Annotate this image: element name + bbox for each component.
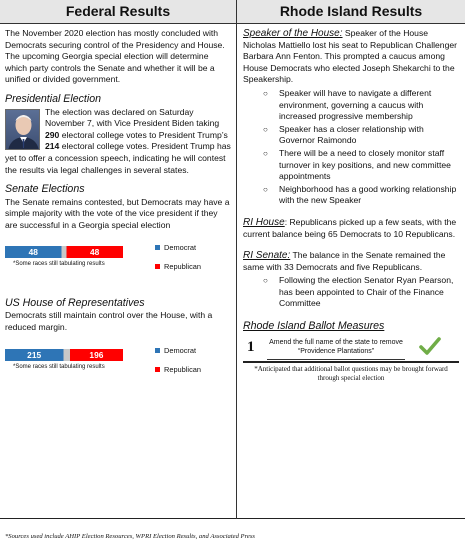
biden-portrait-image <box>5 109 40 150</box>
ballot-measure-row <box>243 336 459 363</box>
ri-senate-label: RI Senate: <box>243 250 291 262</box>
ri-senate-bullet <box>243 275 459 310</box>
democrat-swatch <box>155 348 160 353</box>
senate-elections-title: Senate Elections <box>5 183 85 196</box>
bullet-marker-icon: ○ <box>263 184 268 194</box>
speaker-bullet-text: Speaker has a closer relationship with Governor Raimondo <box>279 123 424 146</box>
senate-legend <box>155 243 201 281</box>
speaker-bullet-list <box>243 88 459 207</box>
speaker-bullet-text: There will be a need to closely monitor staff turnover in key positions, and new committee appointments <box>279 147 451 182</box>
house-chart-note: *Some races still tabulating results <box>13 364 105 371</box>
ri-house-paragraph: RI House: Republicans picked up a few seats, with the current balance being 65 Democrats to 10 Republicans. <box>243 216 457 239</box>
bar-democrat-label: 48 <box>28 246 38 257</box>
house-legend <box>155 346 201 384</box>
presidential-text: The election was declared on Saturday November 7, with Vice President Biden taking 290 electoral college votes to President Trump’s 214 electoral college votes. President Trump has yet to offer a concession speech, indicating he will contest the results via legal challenges in several states. <box>5 106 231 175</box>
bullet-marker-icon: ○ <box>263 148 268 158</box>
republican-swatch <box>155 264 160 269</box>
ri-senate-paragraph: RI Senate: The balance in the Senate remained the same with 33 Democrats and five Republicans. <box>243 250 446 272</box>
senate-bar-chart <box>5 246 123 258</box>
federal-results-heading: Federal Results <box>65 3 171 19</box>
speaker-paragraph: Speaker of the House: Speaker of the House Nicholas Mattiello lost his seat to Republican Challenger Barbara Ann Fenton. This prompted a caucus among House Democrats who elected Joseph Shekarchi to the Speakership. <box>243 28 458 85</box>
rhode-island-column <box>243 28 459 383</box>
us-house-text: Democrats still maintain control over the House, with a reduced margin. <box>5 310 213 332</box>
federal-intro: The November 2020 election has mostly concluded with Democrats securing control of the Presidency and House. The upcoming Georgia special election will determine which party controls the Senate and whether it will be a unified or divided government. <box>5 28 225 85</box>
speaker-bullet-text: Speaker will have to navigate a different environment, governing a caucus with increased progressive membership <box>279 87 432 122</box>
legend-item-democrat: Democrat <box>155 243 201 252</box>
bullet-marker-icon: ○ <box>263 124 268 134</box>
ballot-measure-text: Amend the full name of the state to remove “Providence Plantations” <box>267 338 405 360</box>
presidential-section <box>5 107 231 177</box>
bar-democrat-label: 215 <box>27 350 42 361</box>
speaker-bullet <box>243 184 459 207</box>
federal-column <box>5 28 231 391</box>
trump-electoral-votes: 214 <box>45 141 60 152</box>
rhode-island-results-heading: Rhode Island Results <box>279 3 423 19</box>
democrat-swatch <box>155 245 160 250</box>
senate-chart-note: *Some races still tabulating results <box>13 260 105 267</box>
speaker-bullet <box>243 148 459 183</box>
ri-house-label: RI House <box>243 216 285 228</box>
ballot-measure-number: 1 <box>247 338 255 355</box>
senate-chart <box>5 242 231 288</box>
ballot-measures-title: Rhode Island Ballot Measures <box>243 320 385 333</box>
ri-senate-bullet-list <box>243 275 459 310</box>
republican-swatch <box>155 367 160 372</box>
speaker-label: Speaker of the House: <box>243 28 343 39</box>
legend-item-democrat: Democrat <box>155 346 201 355</box>
biden-electoral-votes: 290 <box>45 129 60 140</box>
sources-footnote: *Sources used include AHIP Election Resources, WPRI Election Results, and Associated Press <box>5 533 255 540</box>
bullet-marker-icon: ○ <box>263 276 268 286</box>
legend-item-republican: Republican <box>155 365 201 374</box>
house-chart <box>5 346 231 391</box>
ballot-note: *Anticipated that additional ballot questions may be brought forward through special election <box>254 364 448 382</box>
speaker-bullet-text: Neighborhood has a good working relationship with the new Speaker <box>279 183 457 206</box>
speaker-bullet <box>243 88 459 123</box>
checkmark-icon <box>419 336 441 356</box>
bullet-marker-icon: ○ <box>263 88 268 98</box>
house-bar-chart <box>5 349 123 361</box>
bar-republican-label: 48 <box>90 246 100 257</box>
presidential-election-title: Presidential Election <box>5 92 101 105</box>
legend-item-republican: Republican <box>155 262 201 271</box>
speaker-bullet <box>243 124 459 147</box>
senate-text: The Senate remains contested, but Democrats may have a simple majority with the vote of the vice president if they are successful in a Georgia special election <box>5 196 230 230</box>
us-house-title: US House of Representatives <box>5 296 145 309</box>
ri-senate-bullet-text: Following the election Senator Ryan Pearson, has been appointed to Chair of the Finance Committee <box>279 275 454 309</box>
header-row <box>0 0 465 24</box>
bar-republican-label: 196 <box>89 350 104 361</box>
column-divider <box>236 0 237 519</box>
